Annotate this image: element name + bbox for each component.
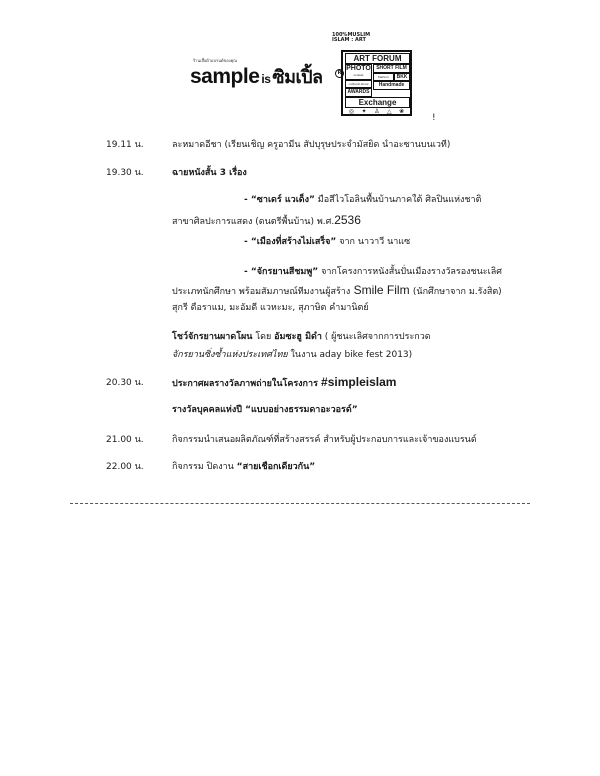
forum-box: [341, 50, 412, 116]
bike-show-event: ในงาน aday bike fest 2013): [287, 350, 413, 360]
time-21-00: 21.00 น.: [106, 435, 144, 445]
film-3-team: สุกรี ดือราแม, มะอัมดี แวหะมะ, สุภาษิต คำมานิตย์: [172, 303, 369, 313]
flower-icon: ❀: [399, 108, 405, 115]
event-closing: [172, 461, 315, 473]
film-2-desc: จาก นาวาวี นาแซ: [336, 237, 411, 247]
event-isha-prayer: ละหมาดอีชา (เรียนเชิญ ครูอามีน สัปบุรุษประจำมัสยิด นำอะซานบนเวที): [172, 140, 451, 150]
art-forum-logo: [332, 33, 414, 117]
time-20-30: 20.30 น.: [106, 378, 144, 388]
film-3-smile-film: Smile Film: [350, 283, 413, 297]
photo-awards-text: ประกาศผลรางวัลภาพถ่ายในโครงการ: [172, 379, 322, 389]
dashed-divider: [70, 503, 530, 504]
bike-show-credit: ( ผู้ชนะเลิศจากการประกวด: [321, 332, 431, 342]
sample-is-word: is: [261, 72, 271, 86]
forum-photo-label: PHOTO: [346, 65, 371, 72]
star-icon: ✦: [361, 108, 367, 115]
ring-icon: ◎: [348, 108, 355, 115]
photo-awards-hashtag: #simpleislam: [321, 375, 397, 389]
forum-heading: [332, 33, 414, 43]
film-1-line-2: [172, 214, 361, 228]
sample-tagline: ร้านเสื้อผ้าแบรนด์ของคุณ: [193, 58, 238, 63]
registered-mark-icon: R: [335, 69, 344, 78]
forum-cultural-show: cultural show: [345, 80, 372, 88]
bike-show-line-1: [172, 331, 431, 343]
film-3-university: (นักศึกษาจาก ม.รังสิต): [412, 287, 502, 297]
warning-icon: △: [387, 108, 392, 115]
forum-bkk: BKK: [394, 73, 410, 81]
forum-photo-sub: contest: [353, 73, 364, 77]
event-short-films: ฉายหนังสั้น 3 เรื่อง: [172, 168, 247, 178]
time-22-00: 22.00 น.: [106, 462, 144, 472]
exclamation-mark: !: [432, 113, 436, 123]
event-product-showcase: กิจกรรมนำเสนอผลิตภัณฑ์ที่สร้างสรรค์ สำหรับผู้ประกอบการและเจ้าของแบรนด์: [172, 435, 477, 445]
person-icon: ♙: [374, 108, 380, 115]
bike-show-contest: จักรยานซิ่งซ้ำแห่งประเทศไทย: [172, 350, 288, 360]
forum-muslim-line: 100%MUSLIM: [332, 32, 371, 38]
forum-exchange: Exchange: [345, 97, 410, 108]
sample-word: sample: [190, 65, 260, 88]
film-1-title: - “ซาเดร์ แวเด็ง”: [244, 195, 315, 205]
film-2-line: [244, 236, 410, 248]
film-2-title: - “เมืองที่สร้างไม่เสร็จ”: [244, 237, 337, 247]
film-3-interview: ประเภทนักศึกษา พร้อมสัมภาษณ์ทีมงานผู้สร้าง: [172, 287, 351, 297]
film-3-desc: จากโครงการหนังสั้นปั่นเมืองรางวัลรองชนะเลิศ: [318, 267, 502, 277]
bike-show-line-2: [172, 349, 412, 361]
film-1-desc: มือสีไวโอลินพื้นบ้านภาคใต้ ศิลปินแห่งชาติ: [314, 195, 482, 205]
bike-show-by: โดย: [252, 332, 275, 342]
sample-is-logo: [190, 62, 323, 91]
bike-show-title: โชว์จักรยานผาดโผน: [172, 332, 253, 342]
film-3-line-1: [244, 266, 502, 278]
time-19-30: 19.30 น.: [106, 168, 144, 178]
forum-title: ART FORUM: [345, 53, 410, 64]
bike-show-performer: อัมซะฮู มิดำ: [274, 332, 322, 342]
forum-short-film: SHORT FILM: [373, 64, 410, 73]
event-photo-awards: [172, 376, 396, 390]
closing-title: “สายเชือกเดียวกัน”: [236, 462, 316, 472]
forum-icon-row: [345, 108, 408, 115]
sample-thai-word: ซิมเปิ้ล: [272, 67, 323, 88]
film-3-line-2: [172, 284, 502, 298]
forum-fashion: fashion: [373, 73, 394, 81]
film-1-category: สาขาศิลปะการแสดง (ดนตรีพื้นบ้าน) พ.ศ.: [172, 217, 335, 227]
film-3-title: - “จักรยานสีชมพู”: [244, 267, 319, 277]
forum-handmade: Handmade: [373, 81, 410, 90]
forum-islam-art-line: ISLAM : ART: [332, 37, 366, 43]
film-1-year: 2536: [334, 213, 361, 227]
closing-prefix: กิจกรรม ปิดงาน: [172, 462, 237, 472]
film-1-line-1: [244, 194, 481, 206]
forum-photo: [345, 64, 372, 80]
time-19-11: 19.11 น.: [106, 140, 144, 150]
person-of-year-award: รางวัลบุคคลแห่งปี “แบบอย่างธรรมดาอะวอรด์”: [172, 405, 358, 415]
forum-awards: AWARDS: [345, 88, 372, 97]
